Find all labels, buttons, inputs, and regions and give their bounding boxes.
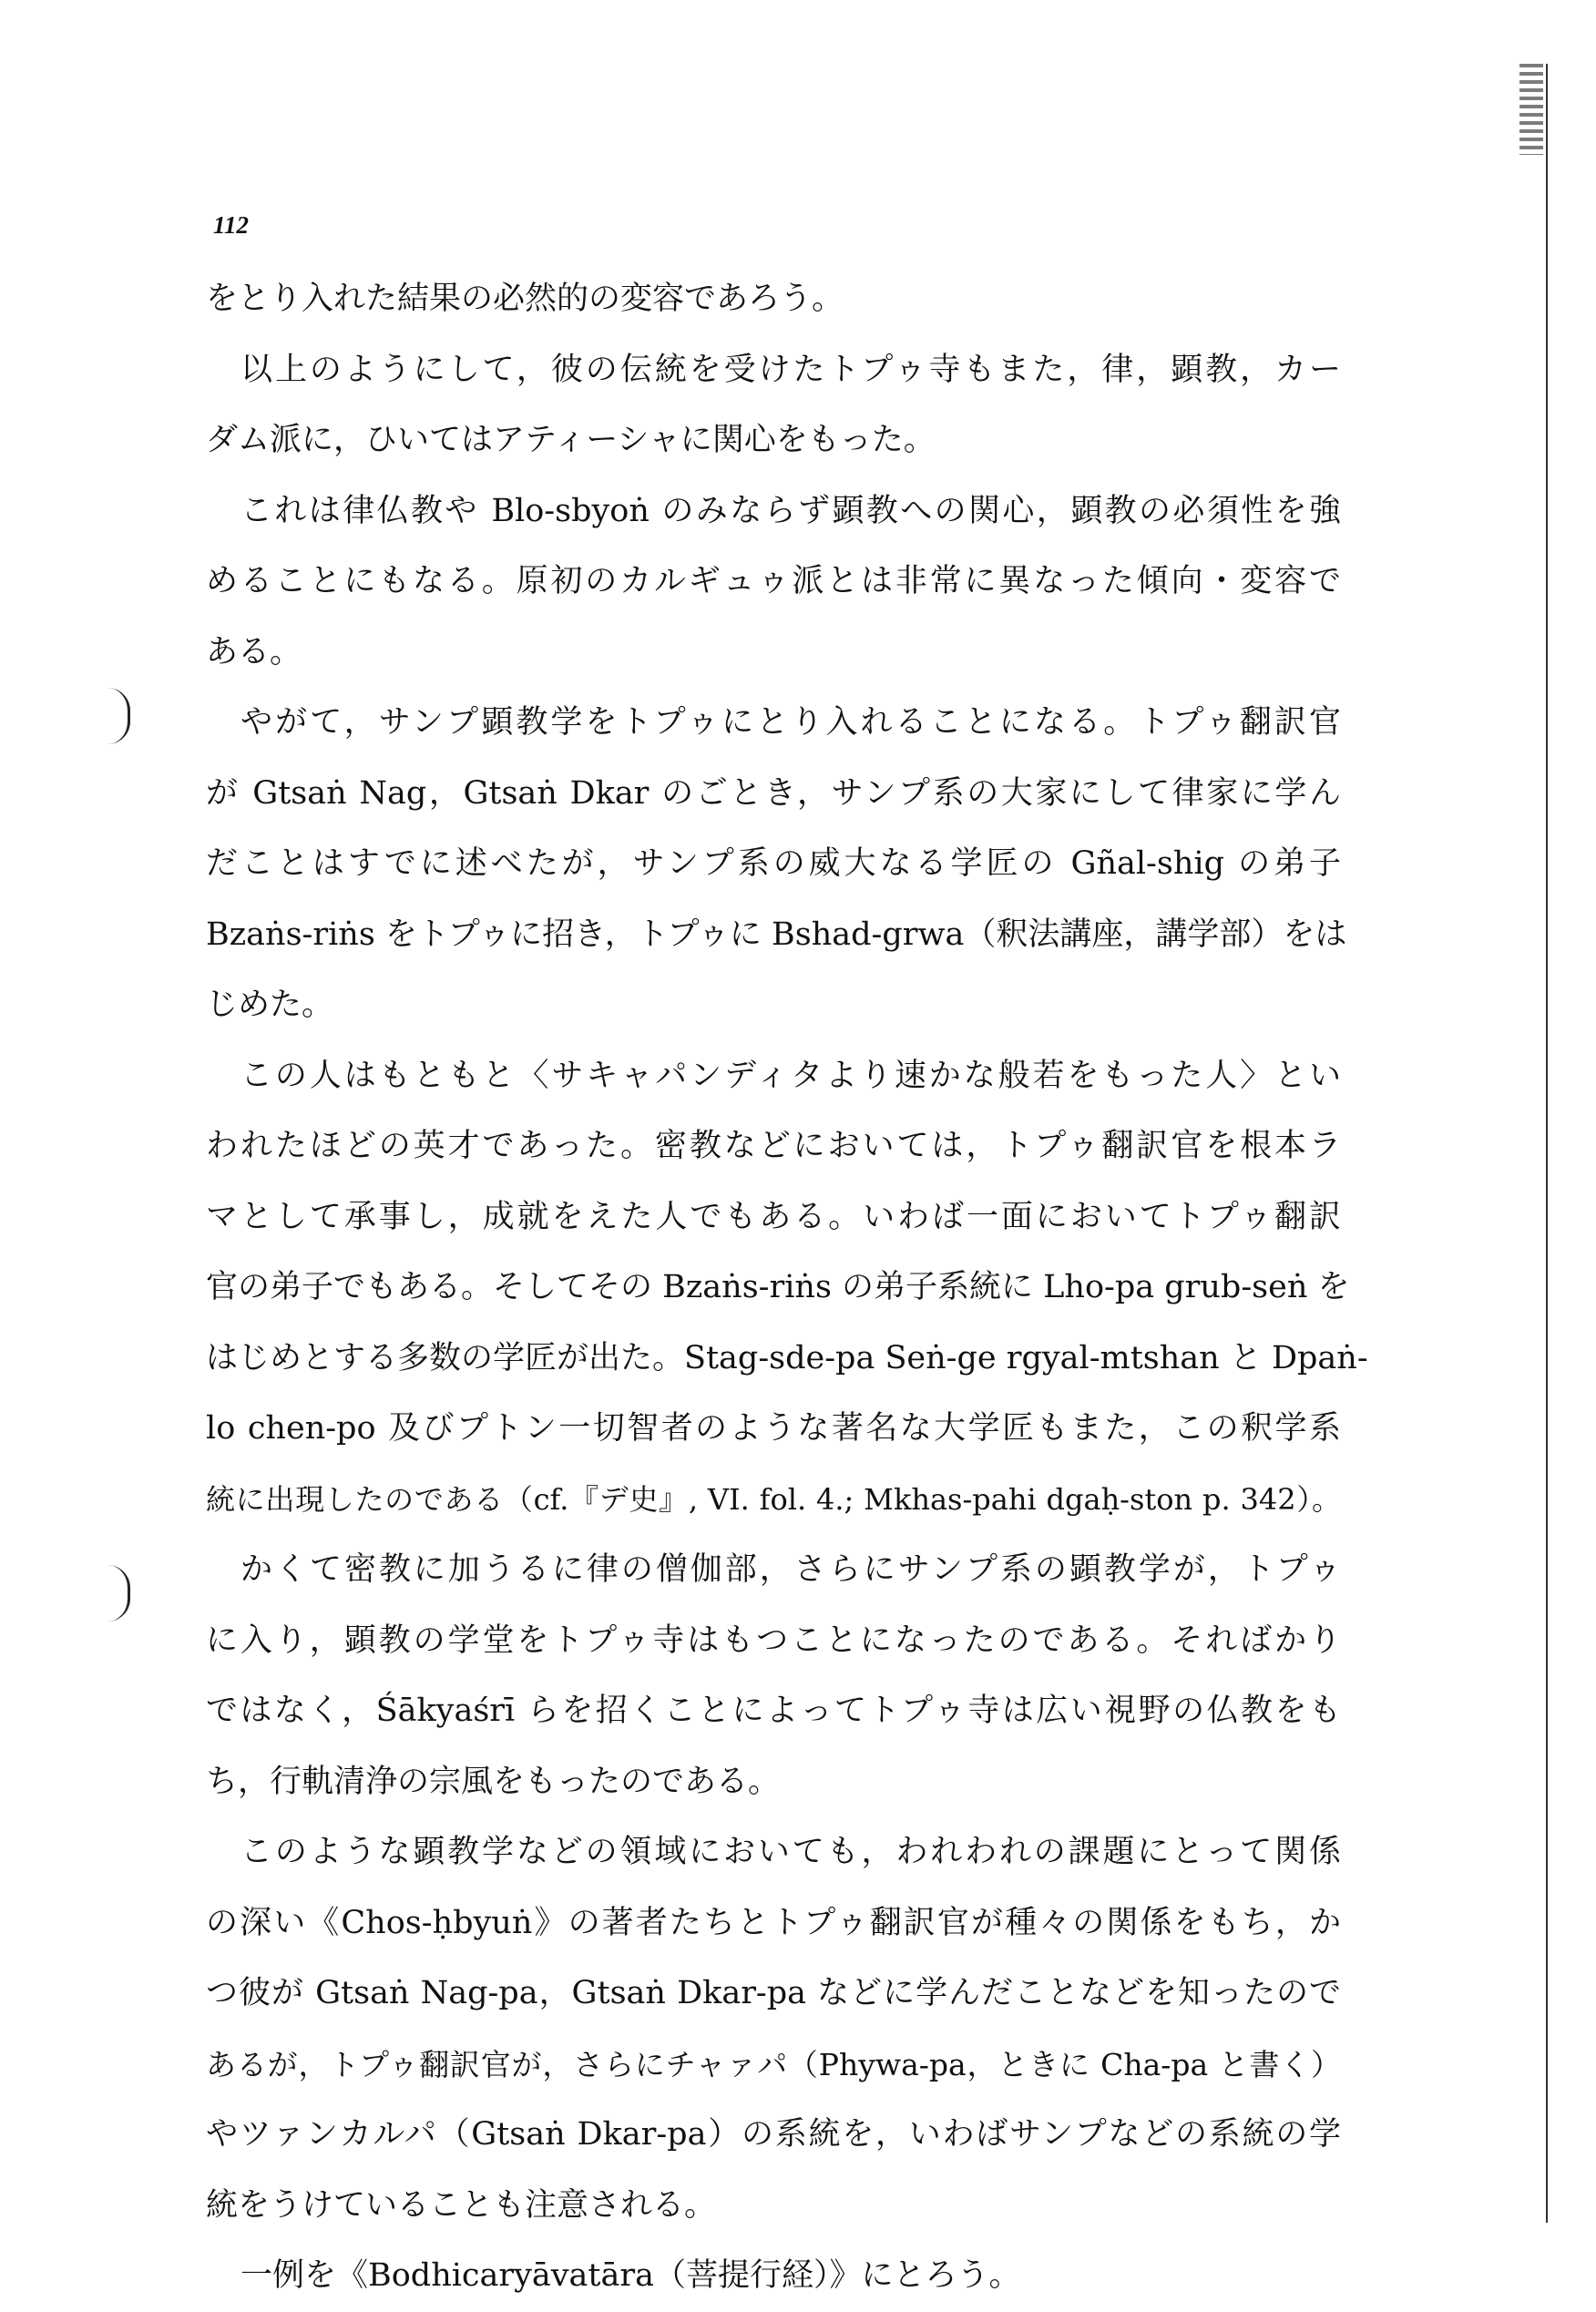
page-number: 112 — [213, 211, 250, 239]
text-line: ダム派に，ひいてはアティーシャに関心をもった。 — [206, 422, 936, 458]
text-line: これは律仏教や Blo-sbyoṅ のみならず顕教への関心，顕教の必須性を強 — [240, 492, 1341, 529]
page-edge-mark — [1519, 64, 1543, 155]
text-line: かくて密教に加うるに律の僧伽部，さらにサンプ系の顕教学が，トプゥ — [240, 1551, 1341, 1588]
margin-bracket-mark — [107, 1565, 130, 1621]
text-line: この人はもともと〈サキャパンディタより速かな般若をもった人〉とい — [240, 1057, 1341, 1094]
text-line: やツァンカルパ（Gtsaṅ Dkar-pa）の系統を，いわばサンプなどの系統の学 — [206, 2116, 1341, 2153]
text-line: マとして承事し，成就をえた人でもある。いわば一面においてトプゥ翻訳 — [206, 1198, 1341, 1235]
text-line: つ彼が Gtsaṅ Nag-pa，Gtsaṅ Dkar-pa などに学んだことなどを知ったので — [206, 1975, 1341, 2011]
text-line: の深い《Chos-ḥbyuṅ》の著者たちとトプゥ翻訳官が種々の関係をもち，か — [206, 1904, 1341, 1941]
text-line: だことはすでに述べたが，サンプ系の威大なる学匠の Gñal-shig の弟子 — [206, 845, 1341, 882]
text-line: 以上のようにして，彼の伝統を受けたトプゥ寺もまた，律，顕教，カー — [240, 351, 1341, 388]
text-line: が Gtsaṅ Nag，Gtsaṅ Dkar のごとき，サンプ系の大家にして律家に学ん — [206, 774, 1341, 812]
text-line: Bzaṅs-riṅs をトプゥに招き，トプゥに Bshad-grwa（釈法講座，講学部）をは — [206, 916, 1347, 953]
text-line: ではなく，Śākyaśrī らを招くことによってトプゥ寺は広い視野の仏教をも — [206, 1693, 1341, 1729]
text-line: ある。 — [206, 633, 302, 670]
text-line: めることにもなる。原初のカルギュゥ派とは非常に異なった傾向・変容で — [206, 563, 1341, 599]
text-line: をとり入れた結果の必然的の変容であろう。 — [206, 281, 844, 317]
text-line: 一例を《Bodhicaryāvatāra（菩提行経）》にとろう。 — [240, 2257, 1021, 2294]
text-line: じめた。 — [206, 987, 334, 1023]
text-line: やがて，サンプ顕教学をトプゥにとり入れることになる。トプゥ翻訳官 — [240, 704, 1341, 741]
text-line: このような顕教学などの領域においても，われわれの課題にとって関係 — [240, 1834, 1341, 1870]
text-line: に入り，顕教の学堂をトプゥ寺はもつことになったのである。そればかり — [206, 1621, 1341, 1659]
margin-bracket-mark — [107, 688, 130, 744]
text-line: ち，行軌清浄の宗風をもったのである。 — [206, 1763, 781, 1800]
text-line: 統をうけていることも注意される。 — [206, 2186, 717, 2224]
text-line: lo chen-po 及びプトン一切智者のような著名な大学匠もまた，この釈学系 — [206, 1410, 1341, 1447]
text-line: あるが，トプゥ翻訳官が，さらにチャァパ（Phywa-pa，ときに Cha-pa と書く） — [206, 2046, 1341, 2082]
body-text — [206, 264, 1368, 2312]
text-line: われたほどの英才であった。密教などにおいては，トプゥ翻訳官を根本ラ — [206, 1128, 1341, 1164]
text-line: 統に出現したのである（cf.『デ史』, VI. fol. 4.; Mkhas-pahi dgaḥ-ston p. 342）。 — [206, 1481, 1341, 1517]
text-line: はじめとする多数の学匠が出た。Stag-sde-pa Seṅ-ge rgyal-mtshan と Dpaṅ- — [206, 1339, 1368, 1376]
page-edge-line — [1546, 64, 1548, 2223]
text-line: 官の弟子でもある。そしてその Bzaṅs-riṅs の弟子系統に Lho-pa grub-seṅ を — [206, 1269, 1350, 1305]
